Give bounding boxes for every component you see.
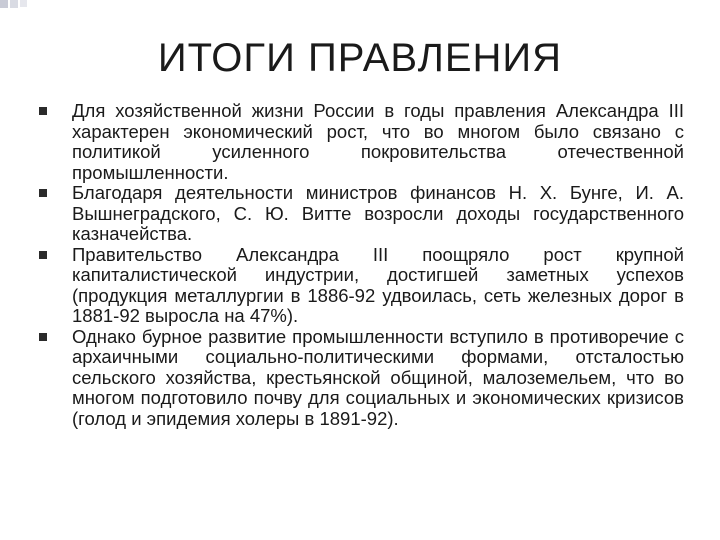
bullet-item-industry-growth [36, 245, 684, 327]
bullet-item-contradictions [36, 327, 684, 430]
corner-decoration [0, 0, 27, 8]
square-bullet-icon [39, 251, 47, 259]
square-bullet-icon [39, 189, 47, 197]
corner-square-icon [20, 0, 27, 7]
corner-square-icon [10, 0, 18, 8]
bullet-text: Правительство Александра III поощряло рост крупной капиталистической индустрии, достигшей заметных успехов (продукция металлургии в 1886-92 удвоилась, сеть железных дорог в 1881-92 выросла на 47%). [72, 243, 684, 326]
bullet-item-finance-ministers [36, 183, 684, 245]
bullet-item-economic-growth [36, 101, 684, 183]
bullet-text: Для хозяйственной жизни России в годы правления Александра III характерен экономический рост, что во многом было связано с политикой усиленного покровительства отечественной промышленности. [72, 100, 684, 183]
square-bullet-icon [39, 333, 47, 341]
square-bullet-icon [39, 107, 47, 115]
bullet-text: Благодаря деятельности министров финансов Н. Х. Бунге, И. А. Вышнеградского, С. Ю. Витте возросли доходы государственного казначейства. [72, 182, 684, 244]
bullet-list [36, 101, 684, 429]
corner-square-icon [0, 0, 8, 8]
bullet-text: Однако бурное развитие промышленности вступило в противоречие с архаичными социально-политическими формами, отсталостью сельского хозяйства, крестьянской общиной, малоземельем, что во многом подготовило почву для социальных и экономических кризисов (голод и эпидемия холеры в 1891-92). [72, 325, 684, 429]
slide-title: ИТОГИ ПРАВЛЕНИЯ [157, 36, 563, 80]
